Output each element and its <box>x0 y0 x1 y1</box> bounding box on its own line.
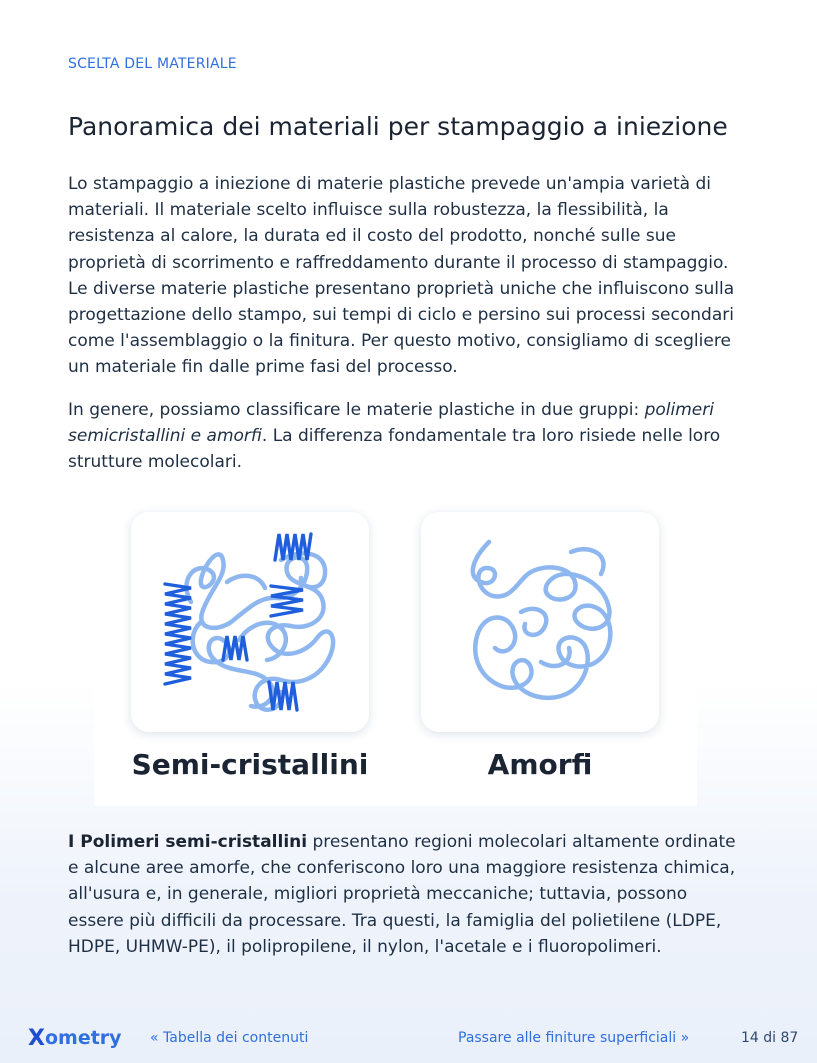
semi-crystalline-term: I Polimeri semi-cristallini <box>68 832 308 852</box>
section-label: SCELTA DEL MATERIALE <box>68 56 237 72</box>
semi-crystalline-label: Semi-cristallini <box>131 748 369 781</box>
page-number: 14 di 87 <box>741 1030 799 1046</box>
xometry-logo[interactable] <box>28 1024 122 1052</box>
amorphous-label: Amorfi <box>487 748 593 781</box>
amorphous-card <box>421 512 659 732</box>
semi-crystalline-molecule-illustration <box>131 512 369 732</box>
page-title: Panoramica dei materiali per stampaggio a iniezione <box>68 112 728 141</box>
intro-paragraph: Lo stampaggio a iniezione di materie plastiche prevede un'ampia varietà di materiali. Il materiale scelto influisce sulla robustezza, la flessibilità, la resistenza al calore, la durata ed il costo del prodotto, nonché sulle sue proprietà di scorrimento e raffreddamento durante il processo di stampaggio. Le diverse materie plastiche presentano proprietà uniche che influiscono sulla progettazione dello stampo, sui tempi di ciclo e persino sui processi secondari come l'assemblaggio o la finitura. Per questo motivo, consigliamo di scegliere un materiale fin dalle prime fasi del processo. <box>68 174 735 378</box>
classification-text-end: . La differenza fondamentale tra loro risiede nelle loro strutture molecolari. <box>68 426 721 473</box>
classification-paragraph <box>68 397 748 476</box>
semi-crystalline-paragraph <box>68 829 738 960</box>
classification-text-start: In genere, possiamo classificare le materie plastiche in due gruppi: <box>68 400 645 420</box>
classification-emphasis: polimeri semicristallini e amorfi <box>68 400 714 447</box>
semi-crystalline-card <box>131 512 369 732</box>
next-section-link[interactable]: Passare alle finiture superficiali » <box>458 1030 690 1046</box>
logo-x-mark: X <box>28 1025 45 1051</box>
table-of-contents-link[interactable]: « Tabella dei contenuti <box>150 1030 309 1046</box>
logo-wordmark: ometry <box>44 1027 122 1049</box>
amorphous-molecule-illustration <box>421 512 659 732</box>
semi-crystalline-description: presentano regioni molecolari altamente ordinate e alcune aree amorfe, che conferiscono loro una maggiore resistenza chimica, all'usura e, in generale, migliori proprietà meccaniche; tuttavia, possono essere più difficili da processare. Tra questi, la famiglia del polietilene (LDPE, HDPE, UHMW-PE), il polipropilene, il nylon, l'acetale e i fluoropolimeri. <box>68 832 736 957</box>
